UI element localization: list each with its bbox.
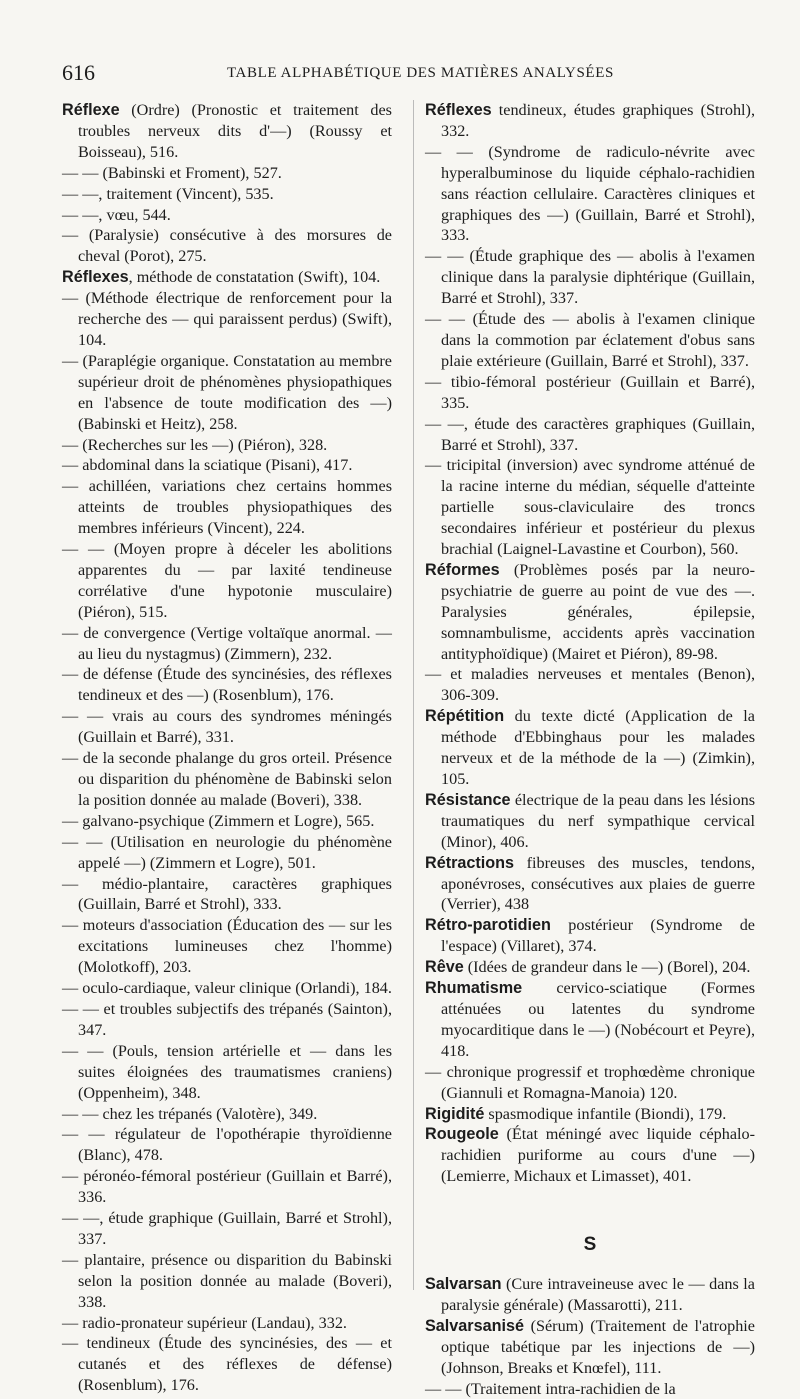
index-entry: — — (Utilisation en neurologie du phénomène appelé —) (Zimmern et Logre), 501. [62, 832, 392, 872]
index-entry: — et maladies nerveuses et mentales (Benon), 306-309. [425, 665, 755, 705]
entry-headword: Répétition [425, 707, 505, 726]
index-entry: — achilléen, variations chez certains hommes atteints de troubles physiopathiques des membres inférieurs (Vincent), 224. [62, 477, 392, 538]
index-entry: — — régulateur de l'opothérapie thyroïdienne (Blanc), 478. [62, 1125, 392, 1165]
entry-headword: Rougeole [425, 1125, 499, 1144]
index-entry: Rétractions fibreuses des muscles, tendons, aponévroses, consécutives aux plaies de guerre (Verrier), 438 [425, 853, 755, 914]
page-number: 616 [62, 60, 95, 85]
index-entry: — — (Traitement intra-rachidien de la [425, 1379, 676, 1398]
entry-headword: Rétro-parotidien [425, 916, 551, 935]
index-entry: — de convergence (Vertige voltaïque anormal. — au lieu du nystagmus) (Zimmern), 232. [62, 623, 392, 663]
index-entry: Réformes (Problèmes posés par la neuro-psychiatrie de guerre au point de vue des —. Paralysies générales, épilepsie, somnambulisme, accidents après vaccination antityphoïdique) (Mairet et Piéron), 89-98. [425, 560, 755, 663]
entry-headword: Rigidité [425, 1104, 485, 1123]
left-column [62, 100, 392, 1396]
entry-headword: Rhumatisme [425, 979, 523, 998]
index-entry: — abdominal dans la sciatique (Pisani), 417. [62, 456, 353, 475]
right-column [425, 100, 755, 1399]
entry-headword: Rétractions [425, 853, 515, 872]
index-entry: — (Méthode électrique de renforcement pour la recherche des — qui paraissent perdus) (Swift), 104. [62, 289, 392, 349]
index-entry: — (Paralysie) consécutive à des morsures de cheval (Porot), 275. [62, 226, 392, 266]
entry-headword: Réflexes [62, 268, 129, 287]
index-entry: — radio-pronateur supérieur (Landau), 332. [62, 1313, 347, 1332]
index-entry: Résistance électrique de la peau dans les lésions traumatiques du nerf sympathique cervical (Minor), 406. [425, 790, 755, 851]
index-entry: — — vrais au cours des syndromes méningés (Guillain et Barré), 331. [62, 707, 392, 747]
index-entry: — de la seconde phalange du gros orteil. Présence ou disparition du phénomène de Babinski selon la position donnée au malade (Boveri), 338. [62, 749, 392, 809]
index-entry: — —, étude des caractères graphiques (Guillain, Barré et Strohl), 337. [425, 414, 755, 454]
index-entry: — — (Étude des — abolis à l'examen clinique dans la commotion par éclatement d'obus sans plaie extérieure (Guillain, Barré et Strohl), 337. [425, 310, 755, 370]
index-entry: Rougeole (État méningé avec liquide céphalo-rachidien puriforme au cours d'une —) (Lemierre, Michaux et Limasset), 401. [425, 1125, 755, 1186]
page-header [62, 60, 762, 88]
index-entry: — (Recherches sur les —) (Piéron), 328. [62, 435, 328, 454]
column-divider [413, 100, 414, 1290]
index-entry: Salvarsanisé (Sérum) (Traitement de l'atrophie optique tabétique par les injections de —) (Johnson, Breaks et Knœfel), 111. [425, 1316, 755, 1377]
index-entry: — — (Babinski et Froment), 527. [62, 163, 282, 182]
entry-headword: Rêve [425, 958, 464, 977]
index-entry: — médio-plantaire, caractères graphiques (Guillain, Barré et Strohl), 333. [62, 874, 392, 914]
index-entry: Rhumatisme cervico-sciatique (Formes atténuées ou latentes du syndrome myocarditique dans le —) (Nobécourt et Peyre), 418. [425, 979, 755, 1060]
index-entry: Rêve (Idées de grandeur dans le —) (Borel), 204. [425, 958, 751, 977]
index-entry: — moteurs d'association (Éducation des — sur les excitations lumineuses chez l'homme) (Molotkoff), 203. [62, 916, 392, 977]
entry-headword: Réflexe [62, 101, 120, 119]
index-entry: — — chez les trépanés (Valotère), 349. [62, 1104, 318, 1123]
entry-headword: Réformes [425, 560, 500, 579]
index-entry: — tibio-fémoral postérieur (Guillain et Barré), 335. [425, 372, 755, 412]
index-entry: Rigidité spasmodique infantile (Biondi), 179. [425, 1104, 727, 1123]
index-entry: — oculo-cardiaque, valeur clinique (Orlandi), 184. [62, 979, 392, 998]
index-entry: Réflexes, méthode de constatation (Swift), 104. [62, 268, 381, 287]
entry-headword: Réflexes [425, 101, 492, 119]
index-entry: — —, traitement (Vincent), 535. [62, 184, 274, 203]
index-entry: — galvano-psychique (Zimmern et Logre), 565. [62, 811, 375, 830]
index-entry: — —, étude graphique (Guillain, Barré et Strohl), 337. [62, 1209, 392, 1248]
index-entry: — tendineux (Étude des syncinésies, des — et cutanés et des réflexes de défense) (Rosenblum), 176. [62, 1334, 392, 1395]
running-title: TABLE ALPHABÉTIQUE DES MATIÈRES ANALYSÉES [227, 65, 614, 81]
index-entry: Salvarsan (Cure intraveineuse avec le — dans la paralysie générale) (Massarotti), 211. [425, 1275, 755, 1314]
index-entry: — —, vœu, 544. [62, 205, 171, 224]
section-letter: S [583, 1234, 597, 1256]
index-entry: Réflexes tendineux, études graphiques (Strohl), 332. [425, 101, 755, 140]
index-entry: — — (Étude graphique des — abolis à l'examen clinique dans la paralysie diphtérique (Guillain, Barré et Strohl), 337. [425, 247, 755, 308]
index-entry: Répétition du texte dicté (Application de la méthode d'Ebbinghaus pour les malades nerveux et de la méthode de la —) (Zimkin), 105. [425, 707, 755, 788]
index-entry: — — et troubles subjectifs des trépanés (Sainton), 347. [62, 999, 392, 1039]
index-entry: — (Paraplégie organique. Constatation au membre supérieur droit de phénomènes physiopathiques en l'absence de toute modification des —) (Babinski et Heitz), 258. [62, 351, 392, 433]
index-entry: — péronéo-fémoral postérieur (Guillain et Barré), 336. [62, 1167, 392, 1207]
entry-headword: Salvarsan [425, 1275, 502, 1294]
index-entry: — de défense (Étude des syncinésies, des réflexes tendineux et des —) (Rosenblum), 176. [62, 665, 392, 705]
index-entry: — — (Moyen propre à déceler les abolitions apparentes du — par laxité tendineuse corrélative d'une hypotonie musculaire) (Piéron), 515. [62, 540, 392, 621]
index-entry: — chronique progressif et trophœdème chronique (Giannuli et Romagna-Manoia) 120. [425, 1062, 755, 1102]
entry-headword: Salvarsanisé [425, 1316, 524, 1335]
index-entry: Réflexe (Ordre) (Pronostic et traitement des troubles nerveux dits d'—) (Roussy et Boisseau), 516. [62, 101, 392, 161]
index-entry: — — (Syndrome de radiculo-névrite avec hyperalbuminose du liquide céphalo-rachidien sans réaction cellulaire. Caractères cliniques et graphiques des —) (Guillain, Barré et Strohl), 333. [425, 142, 755, 245]
index-entry: — tricipital (inversion) avec syndrome atténué de la racine interne du médian, séquelle d'atteinte partielle sous-claviculaire des troncs secondaires inférieur et postérieur du plexus brachial (Laignel-Lavastine et Courbon), 560. [425, 456, 755, 559]
index-entry: — plantaire, présence ou disparition du Babinski selon la position donnée au malade (Boveri), 338. [62, 1250, 392, 1311]
index-entry: — — (Pouls, tension artérielle et — dans les suites éloignées des traumatismes craniens) (Oppenheim), 348. [62, 1041, 392, 1102]
index-entry: Rétro-parotidien postérieur (Syndrome de l'espace) (Villaret), 374. [425, 916, 755, 956]
entry-headword: Résistance [425, 790, 511, 809]
